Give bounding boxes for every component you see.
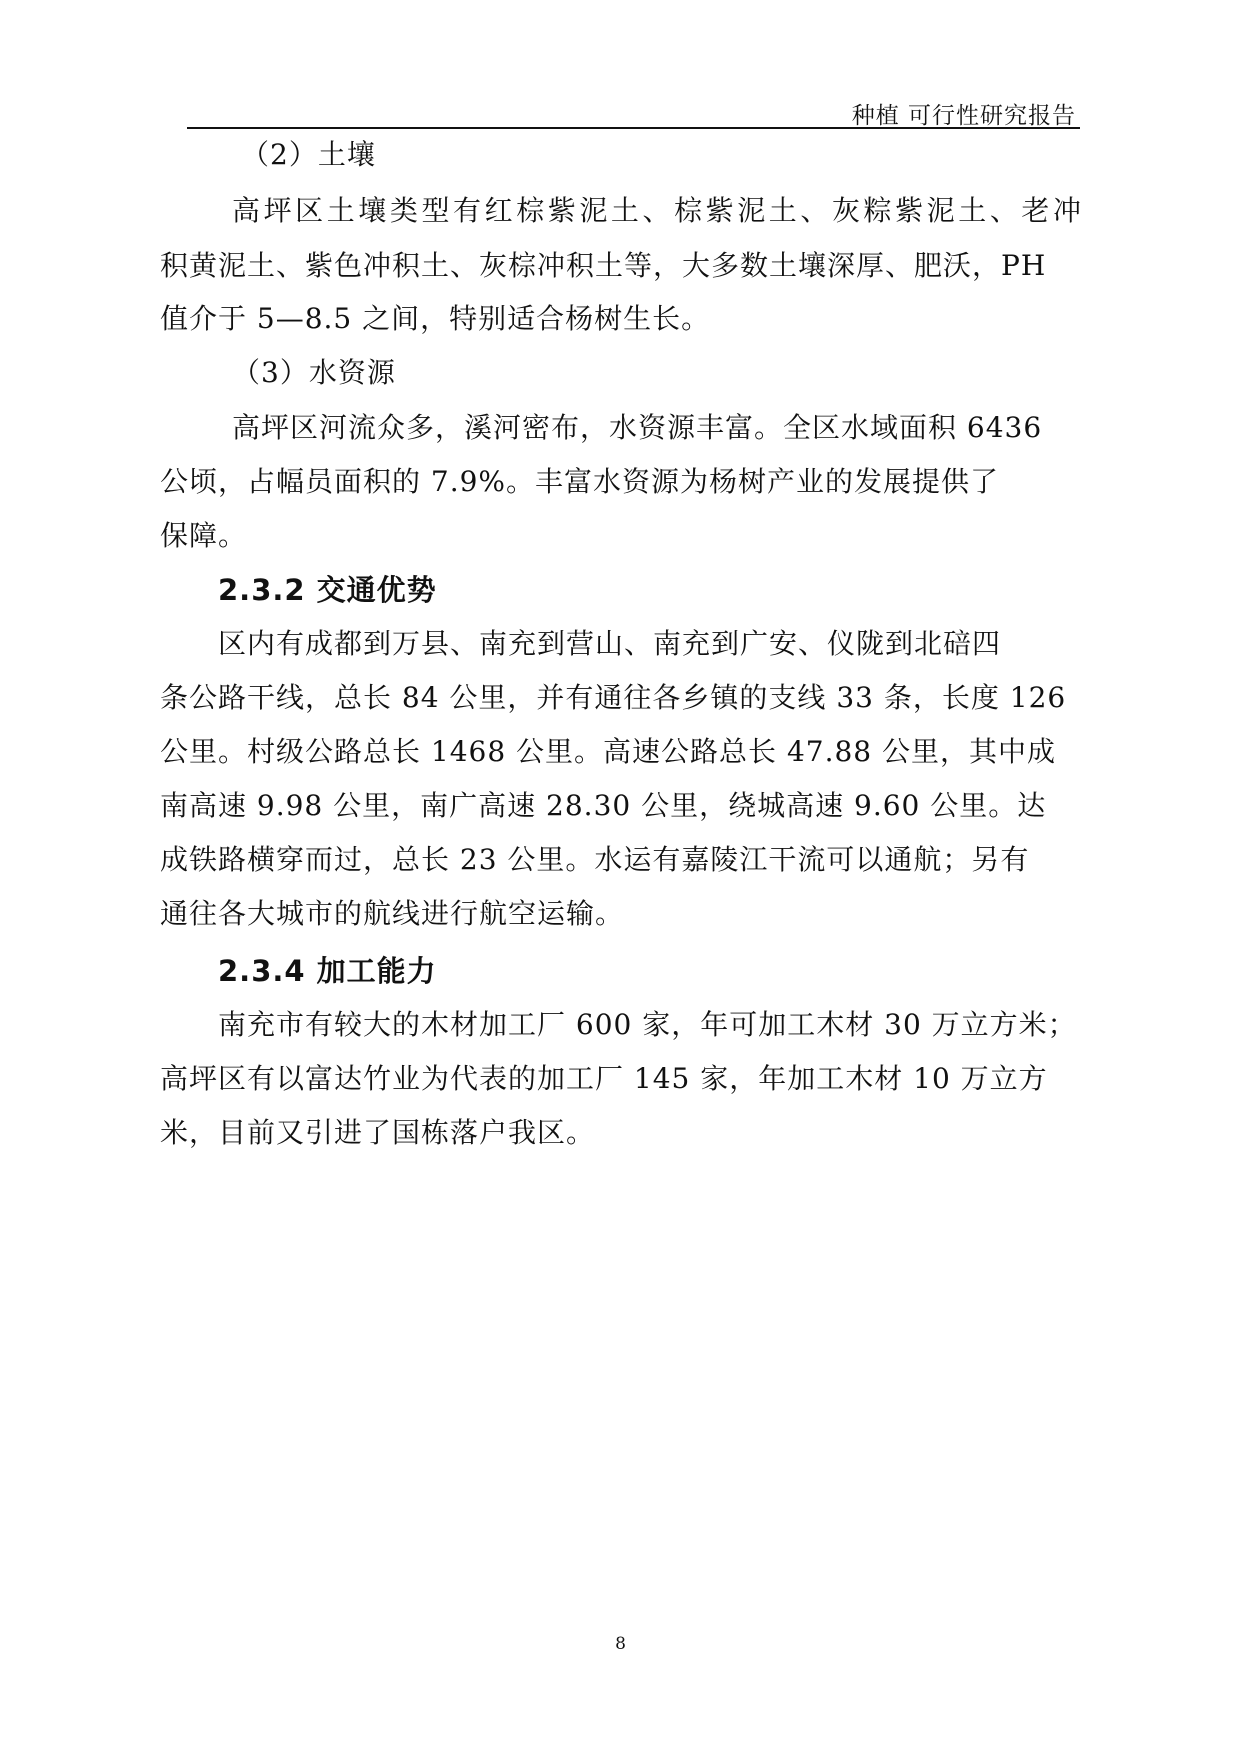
header-rule — [187, 127, 1080, 129]
transport-heading: 2.3.2 交通优势 — [218, 573, 437, 607]
water-line-3: 保障。 — [160, 519, 248, 552]
soil-line-1: 高坪区土壤类型有红棕紫泥土、棕紫泥土、灰粽紫泥土、老冲 — [232, 194, 1082, 227]
transport-line-1: 区内有成都到万县、南充到营山、南充到广安、仪陇到北碚四 — [218, 627, 1002, 660]
processing-line-3: 米，目前又引进了国栋落户我区。 — [160, 1116, 596, 1149]
transport-line-4: 南高速 9.98 公里，南广高速 28.30 公里，绕城高速 9.60 公里。达 — [160, 789, 1047, 822]
header-title: 种植 可行性研究报告 — [851, 103, 1076, 129]
processing-line-2: 高坪区有以富达竹业为代表的加工厂 145 家，年加工木材 10 万立方 — [160, 1062, 1048, 1095]
transport-line-6: 通往各大城市的航线进行航空运输。 — [160, 897, 625, 930]
soil-line-2: 积黄泥土、紫色冲积土、灰棕冲积土等，大多数土壤深厚、肥沃，PH — [160, 249, 1047, 282]
water-title: （3）水资源 — [232, 356, 396, 389]
transport-line-5: 成铁路横穿而过，总长 23 公里。水运有嘉陵江干流可以通航；另有 — [160, 843, 1030, 876]
processing-line-1: 南充市有较大的木材加工厂 600 家，年可加工木材 30 万立方米； — [218, 1008, 1077, 1041]
water-line-2: 公顷，占幅员面积的 7.9%。丰富水资源为杨树产业的发展提供了 — [160, 465, 1000, 498]
transport-line-2: 条公路干线，总长 84 公里，并有通往各乡镇的支线 33 条，长度 126 — [160, 681, 1067, 714]
processing-heading: 2.3.4 加工能力 — [218, 954, 437, 988]
water-line-1: 高坪区河流众多，溪河密布，水资源丰富。全区水域面积 6436 — [232, 411, 1043, 444]
soil-line-3: 值介于 5—8.5 之间，特别适合杨树生长。 — [160, 302, 711, 335]
soil-title: （2）土壤 — [241, 138, 376, 171]
transport-line-3: 公里。村级公路总长 1468 公里。高速公路总长 47.88 公里，其中成 — [160, 735, 1057, 768]
page-number: 8 — [615, 1634, 626, 1654]
